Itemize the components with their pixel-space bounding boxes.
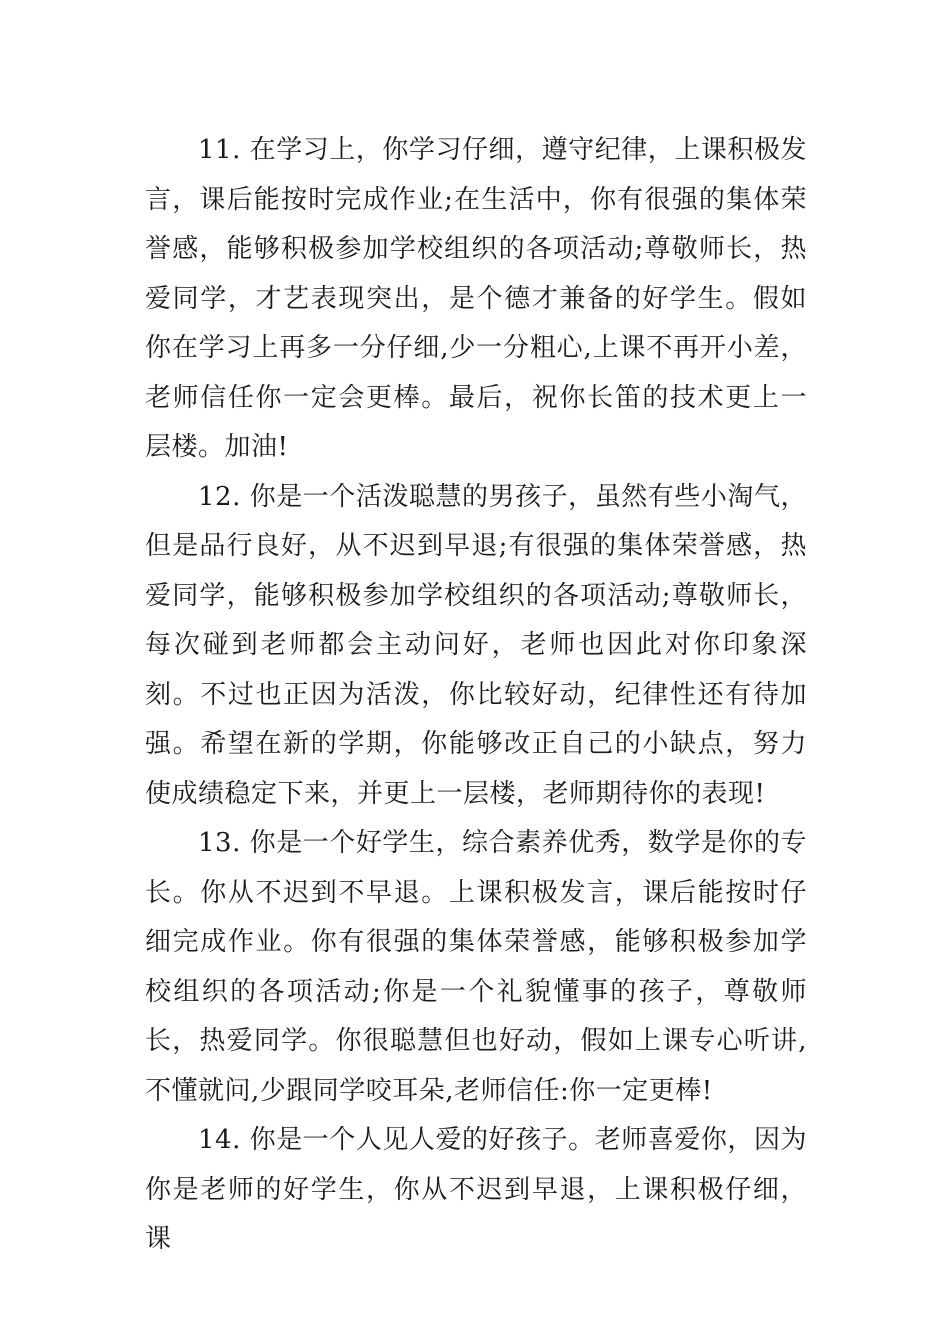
document-body xyxy=(145,126,807,1265)
paragraph-14: 14. 你是一个人见人爱的好孩子。老师喜爱你，因为你是老师的好学生，你从不迟到早退，上课积极仔细，课 xyxy=(145,1125,807,1254)
paragraph-11: 11. 在学习上，你学习仔细，遵守纪律，上课积极发言，课后能按时完成作业;在生活中，你有很强的集体荣誉感，能够积极参加学校组织的各项活动;尊敬师长，热爱同学，才艺表现突出，是个德才兼备的好学生。假如你在学习上再多一分仔细,少一分粗心,上课不再开小差，老师信任你一定会更棒。最后，祝你长笛的技术更上一层楼。加油! xyxy=(145,135,807,462)
paragraph-12: 12. 你是一个活泼聪慧的男孩子，虽然有些小淘气，但是品行良好，从不迟到早退;有很强的集体荣誉感，热爱同学，能够积极参加学校组织的各项活动;尊敬师长，每次碰到老师都会主动问好，老师也因此对你印象深刻。不过也正因为活泼，你比较好动，纪律性还有待加强。希望在新的学期，你能够改正自己的小缺点，努力使成绩稳定下来，并更上一层楼，老师期待你的表现! xyxy=(145,481,807,809)
paragraph-13: 13. 你是一个好学生，综合素养优秀，数学是你的专长。你从不迟到不早退。上课积极发言，课后能按时仔细完成作业。你有很强的集体荣誉感，能够积极参加学校组织的各项活动;你是一个礼貌懂事的孩子，尊敬师长，热爱同学。你很聪慧但也好动，假如上课专心听讲,不懂就问,少跟同学咬耳朵,老师信任:你一定更棒! xyxy=(145,828,807,1106)
